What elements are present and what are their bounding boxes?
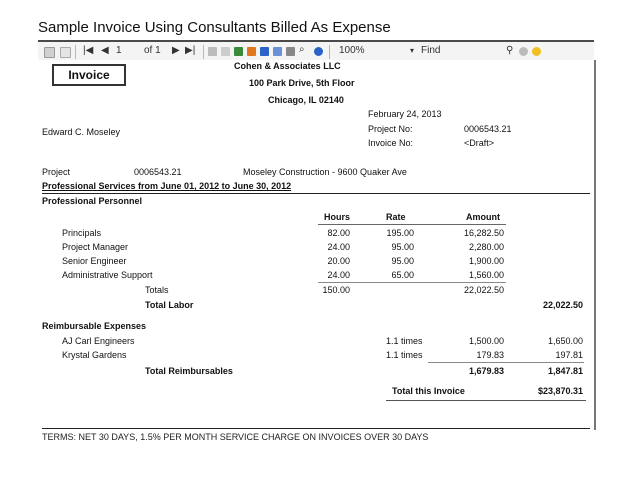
personnel-heading: Professional Personnel	[42, 196, 143, 206]
document-icon[interactable]	[247, 47, 256, 56]
total-labor-value: 22,022.50	[542, 300, 583, 310]
project-no-value: 0006543.21	[464, 124, 512, 134]
project-label: Project	[42, 167, 71, 177]
company-address-line2: Chicago, IL 02140	[268, 95, 344, 105]
back-icon[interactable]	[208, 47, 217, 56]
first-page-icon[interactable]: |◀	[83, 45, 94, 56]
total-reimb-amount: 1,679.83	[468, 366, 504, 376]
invoice-no-value: <Draft>	[464, 138, 495, 148]
personnel-amount: 16,282.50	[463, 228, 504, 238]
personnel-rate: 95.00	[391, 242, 414, 252]
personnel-hours: 82.00	[327, 228, 350, 238]
zoom-search-icon[interactable]: ⌕	[299, 44, 305, 55]
client-name: Edward C. Moseley	[42, 127, 121, 137]
personnel-name: Administrative Support	[62, 270, 153, 280]
header-underline	[318, 224, 506, 225]
previous-page-icon[interactable]: ◀	[101, 45, 109, 56]
footer-divider	[42, 428, 590, 429]
find-button[interactable]: Find	[421, 45, 441, 56]
toolbar-separator	[75, 45, 76, 59]
invoice-report	[38, 60, 596, 442]
zoom-select[interactable]: 100%	[339, 45, 365, 56]
col-hours: Hours	[324, 212, 351, 222]
print-icon[interactable]	[286, 47, 295, 56]
total-invoice-label: Total this Invoice	[392, 386, 465, 396]
personnel-rate: 195.00	[386, 228, 414, 238]
reimb-total: 197.81	[555, 350, 583, 360]
company-address-line1: 100 Park Drive, 5th Floor	[249, 78, 355, 88]
total-invoice-underline	[386, 400, 586, 401]
personnel-name: Senior Engineer	[62, 256, 127, 266]
totals-line	[318, 282, 506, 283]
print-layout-icon[interactable]	[60, 47, 71, 58]
reimb-line	[428, 362, 584, 363]
reimb-name: AJ Carl Engineers	[62, 336, 135, 346]
totals-label: Totals	[145, 285, 169, 295]
company-name: Cohen & Associates LLC	[234, 61, 341, 71]
project-no-label: Project No:	[368, 124, 413, 134]
divider	[42, 193, 590, 194]
personnel-hours: 24.00	[327, 270, 350, 280]
services-heading: Professional Services from June 01, 2012 to June 30, 2012	[42, 181, 292, 191]
total-reimb-label: Total Reimbursables	[145, 366, 233, 376]
help-icon[interactable]	[314, 47, 323, 56]
personnel-amount: 1,560.00	[468, 270, 504, 280]
layout-icon[interactable]	[44, 47, 55, 58]
totals-hours: 150.00	[322, 285, 350, 295]
personnel-rate: 95.00	[391, 256, 414, 266]
reimb-total: 1,650.00	[547, 336, 583, 346]
personnel-amount: 1,900.00	[468, 256, 504, 266]
refresh-icon[interactable]	[519, 47, 528, 56]
total-invoice-value: $23,870.31	[537, 386, 583, 396]
binoculars-icon[interactable]: ⚲	[506, 45, 514, 56]
stop-icon[interactable]	[221, 47, 230, 56]
last-page-icon[interactable]: ▶|	[185, 45, 196, 56]
project-code: 0006543.21	[134, 167, 182, 177]
layout-view-icon[interactable]	[273, 47, 282, 56]
totals-amount: 22,022.50	[463, 285, 504, 295]
reimb-rate: 1.1 times	[386, 350, 423, 360]
terms-text: TERMS: NET 30 DAYS, 1.5% PER MONTH SERVICE CHARGE ON INVOICES OVER 30 DAYS	[42, 432, 429, 442]
personnel-rate: 65.00	[391, 270, 414, 280]
page-number-input[interactable]: 1	[116, 45, 122, 56]
personnel-amount: 2,280.00	[468, 242, 504, 252]
slide-title: Sample Invoice Using Consultants Billed As Expense	[38, 19, 391, 36]
reimb-heading: Reimbursable Expenses	[42, 321, 147, 331]
invoice-no-label: Invoice No:	[368, 138, 414, 148]
project-name: Moseley Construction - 9600 Quaker Ave	[243, 167, 407, 177]
export-icon[interactable]	[234, 47, 243, 56]
personnel-name: Project Manager	[62, 242, 129, 252]
page-setup-icon[interactable]	[260, 47, 269, 56]
toolbar-separator	[329, 45, 330, 59]
total-reimb-total: 1,847.81	[547, 366, 583, 376]
col-rate: Rate	[386, 212, 406, 222]
reimb-name: Krystal Gardens	[62, 350, 127, 360]
reimb-amount: 1,500.00	[468, 336, 504, 346]
page-count-label: of 1	[144, 45, 161, 56]
toolbar-separator	[203, 45, 204, 59]
next-page-icon[interactable]: ▶	[172, 45, 180, 56]
personnel-name: Principals	[62, 228, 102, 238]
invoice-date: February 24, 2013	[368, 109, 442, 119]
personnel-hours: 20.00	[327, 256, 350, 266]
zoom-dropdown-icon[interactable]: ▾	[410, 46, 415, 55]
col-amount: Amount	[466, 212, 500, 222]
smiley-icon[interactable]	[532, 47, 541, 56]
personnel-hours: 24.00	[327, 242, 350, 252]
invoice-title: Invoice	[52, 64, 126, 86]
reimb-rate: 1.1 times	[386, 336, 423, 346]
reimb-amount: 179.83	[476, 350, 504, 360]
total-labor-label: Total Labor	[145, 300, 194, 310]
